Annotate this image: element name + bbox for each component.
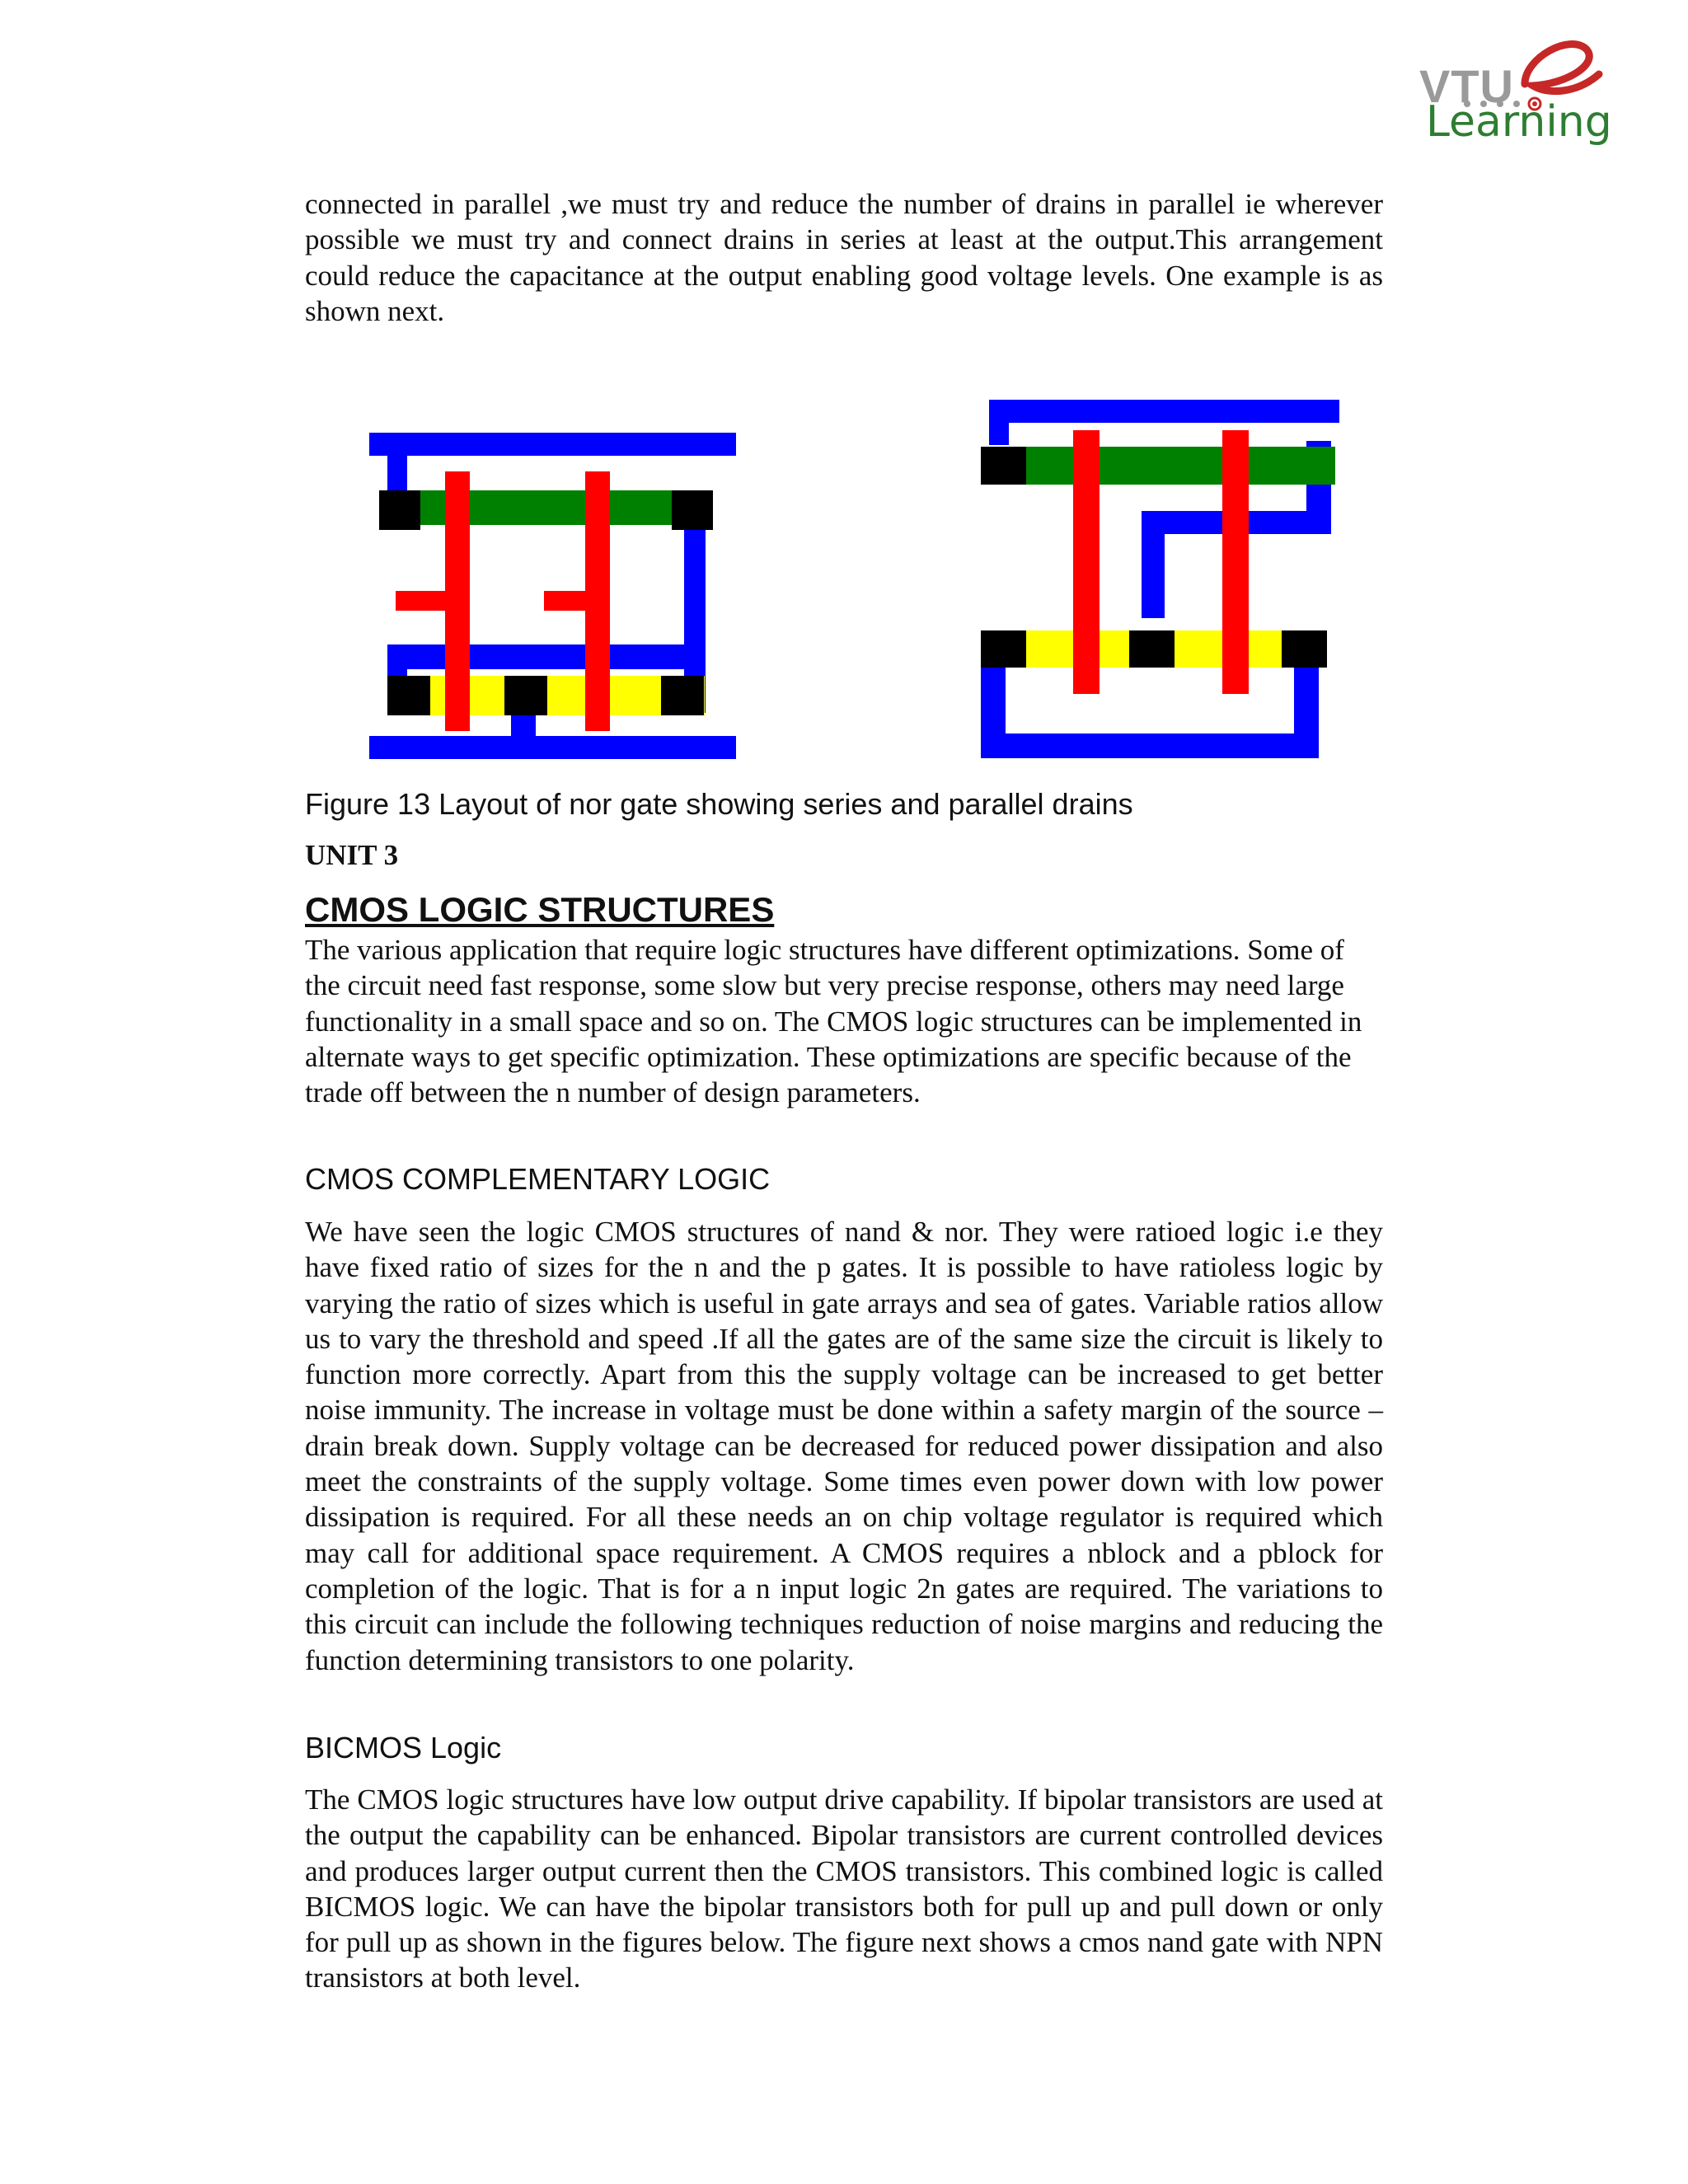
figure-caption: Figure 13 Layout of nor gate showing series and parallel drains (305, 787, 1133, 821)
subsection-title-complementary: CMOS COMPLEMENTARY LOGIC (305, 1162, 771, 1196)
intro-paragraph: connected in parallel ,we must try and reduce the number of drains in parallel ie wherever possible we must try and connect drains in series at least at the output.This arrangement could reduce the capacitance at the output enabling good voltage levels. One example is as shown next. (305, 188, 1383, 327)
nor-layout-series-figure (977, 396, 1348, 762)
logo-product-text: Learning (1426, 97, 1612, 147)
section-title: CMOS LOGIC STRUCTURES (305, 890, 775, 929)
subsection-paragraph-complementary: We have seen the logic CMOS structures of nand & nor. They were ratioed logic i.e they have fixed ratio of sizes for the n and the p gates. It is possible to have ratioless logic by varying the ratio of sizes which is useful in gate arrays and sea of gates. Variable ratios allow us to vary the threshold and speed .If all the gates are of the same size the circuit is likely to function more correctly. Apart from this the supply voltage can be increased to get better noise immunity. The increase in voltage must be done within a safety margin of the source –drain break down. Supply voltage can be decreased for reduced power dissipation and also meet the constraints of the supply voltage. Some times even power down with low power dissipation is required. For all these needs an on chip voltage regulator is required which may call for additional space requirement. A CMOS requires a nblock and a pblock for completion of the logic. That is for a n input logic 2n gates are required. The variations to this circuit can include the following techniques reduction of noise margins and reducing the function determining transistors to one polarity. (305, 1216, 1383, 1676)
subsection-title-bicmos: BICMOS Logic (305, 1731, 502, 1765)
subsection-paragraph-bicmos: The CMOS logic structures have low output drive capability. If bipolar transistors are used at the output the capability can be enhanced. Bipolar transistors are current controlled devices and produces larger output current then the CMOS transistors. This combined logic is called BICMOS logic. We can have the bipolar transistors both for pull up and pull down or only for pull up as shown in the figures below. The figure next shows a cmos nand gate with NPN transistors at both level. (305, 1783, 1383, 1994)
section-paragraph: The various application that require logic structures have different optimizations. Some of the circuit need fast response, some slow but very precise response, others may need large functionality in a small space and so on. The CMOS logic structures can be implemented in alternate ways to get specific optimization. These optimizations are specific because of the trade off between the n number of design parameters. (305, 934, 1362, 1109)
nor-layout-parallel-figure (363, 424, 742, 771)
logo-brand-text: VTU (1419, 60, 1514, 112)
unit-label: UNIT 3 (305, 839, 399, 871)
vtu-elearning-logo (1401, 25, 1615, 157)
